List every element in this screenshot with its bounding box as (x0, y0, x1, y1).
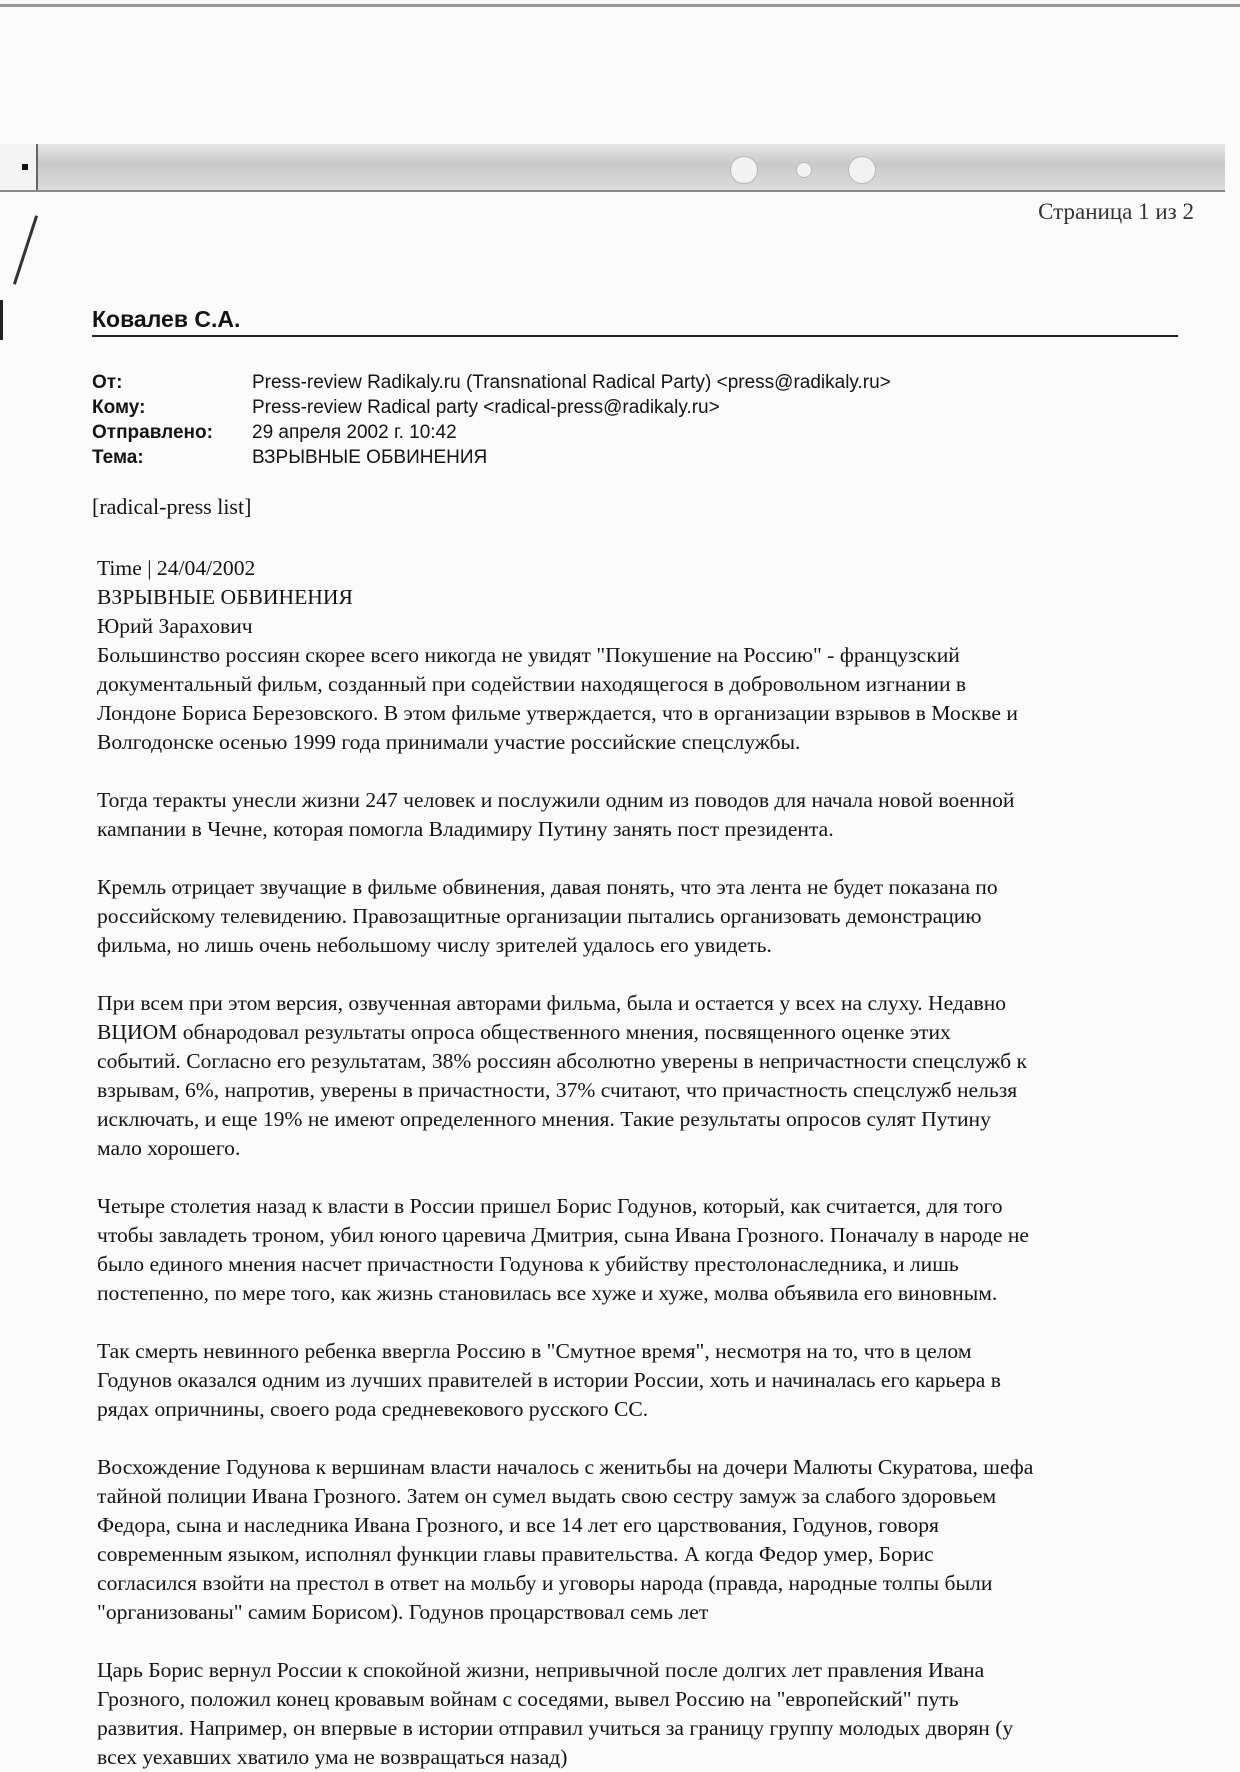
article-paragraph: Четыре столетия назад к власти в России пришел Борис Годунов, который, как считается, для того чтобы завладеть троном, убил юного царевича Дмитрия, сына Ивана Грозного. Поначалу в народе не было единого мнения насчет причастности Годунова к убийству престолонаследника, и лишь постепенно, по мере того, как жизнь становилась все хуже и хуже, молва объявила его виновным. (97, 1194, 1029, 1305)
circle-icon (848, 156, 876, 184)
article-paragraph: Тогда теракты унесли жизни 247 человек и послужили одним из поводов для начала новой военной кампании в Чечне, которая помогла Владимиру Путину занять пост президента. (97, 788, 1015, 841)
article-paragraph: Так смерть невинного ребенка ввергла Россию в "Смутное время", несмотря на то, что в целом Годунов оказался одним из лучших правителей в истории России, хоть и начиналась его карьера в рядах опричнины, своего рода средневекового русского СС. (97, 1339, 1001, 1421)
email-metadata (92, 370, 891, 470)
page-counter: Страница 1 из 2 (1038, 199, 1194, 224)
from-value: Press-review Radikaly.ru (Transnational Radical Party) <press@radikaly.ru> (252, 371, 891, 393)
article-paragraph: Большинство россиян скорее всего никогда не увидят "Покушение на Россию" - французский документальный фильм, созданный при содействии находящегося в добровольном изгнании в Лондоне Бориса Березовского. В этом фильме утверждается, что в организации взрывов в Москве и Волгодонске осенью 1999 года принимали участие российские спецслужбы. (97, 643, 1018, 754)
sent-label: Отправлено: (92, 421, 213, 443)
sent-value: 29 апреля 2002 г. 10:42 (252, 421, 457, 443)
to-value: Press-review Radical party <radical-press@radikaly.ru> (252, 396, 720, 418)
article-paragraph: Царь Борис вернул России к спокойной жизни, непривычной после долгих лет правления Ивана Грозного, положил конец кровавым войнам с соседями, вывел Россию на "европейский" путь развития. Например, он впервые в истории отправил учиться за границу группу молодых дворян (у всех уехавших хватило ума не возвращаться назад) (97, 1658, 1014, 1769)
scan-edge-line (0, 4, 1240, 7)
article-paragraph: Кремль отрицает звучащие в фильме обвинения, давая понять, что эта лента не будет показана по российскому телевидению. Правозащитные организации пытались организовать демонстрацию фильма, но лишь очень небольшому числу зрителей удалось его увидеть. (97, 875, 998, 957)
article-paragraph: При всем при этом версия, озвученная авторами фильма, была и остается у всех на слуху. Недавно ВЦИОМ обнародовал результаты опроса общественного мнения, посвященного оценке этих событий. Согласно его результатам, 38% россиян абсолютно уверены в непричастности спецслужб к взрывам, 6%, напротив, уверены в причастности, 37% считают, что причастность спецслужб нельзя исключать, и еще 19% не имеют определенного мнения. Такие результаты опросов сулят Путину мало хорошего. (97, 991, 1027, 1160)
subject-value: ВЗРЫВНЫЕ ОБВИНЕНИЯ (252, 446, 488, 468)
meta-row-sent (92, 420, 891, 445)
scanner-toolbar (0, 144, 1225, 192)
to-label: Кому: (92, 396, 146, 418)
bullet-icon (22, 164, 28, 170)
meta-row-subject (92, 445, 891, 470)
article-author: Юрий Зарахович (97, 614, 253, 638)
circle-icon (730, 156, 758, 184)
meta-row-to (92, 395, 891, 420)
article-title: ВЗРЫВНЫЕ ОБВИНЕНИЯ (97, 585, 353, 609)
scanner-bar-end (0, 144, 38, 190)
small-circle-icon (796, 162, 812, 178)
meta-row-from (92, 370, 891, 395)
sender-name-header: Ковалев С.А. (92, 306, 1178, 337)
article-paragraph: Восхождение Годунова к вершинам власти началось с женитьбы на дочери Малюты Скуратова, шефа тайной полиции Ивана Грозного. Затем он сумел выдать свою сестру замуж за слабого здоровьем Федора, сына и наследника Ивана Грозного, и все 14 лет его царствования, Годунов, говоря современным языком, исполнял функции главы правительства. А когда Федор умер, Борис согласился взойти на престол в ответ на мольбу и уговоры народа (правда, народные толпы были "организованы" самим Борисом). Годунов процарствовал семь лет (97, 1455, 1034, 1624)
pen-stroke-mark (13, 215, 38, 284)
from-label: От: (92, 371, 123, 393)
mailing-list-tag: [radical-press list] (92, 494, 252, 519)
article-body (97, 554, 1187, 1772)
subject-label: Тема: (92, 446, 144, 468)
edge-shadow-mark (0, 300, 3, 340)
article-source: Time | 24/04/2002 (97, 556, 256, 580)
